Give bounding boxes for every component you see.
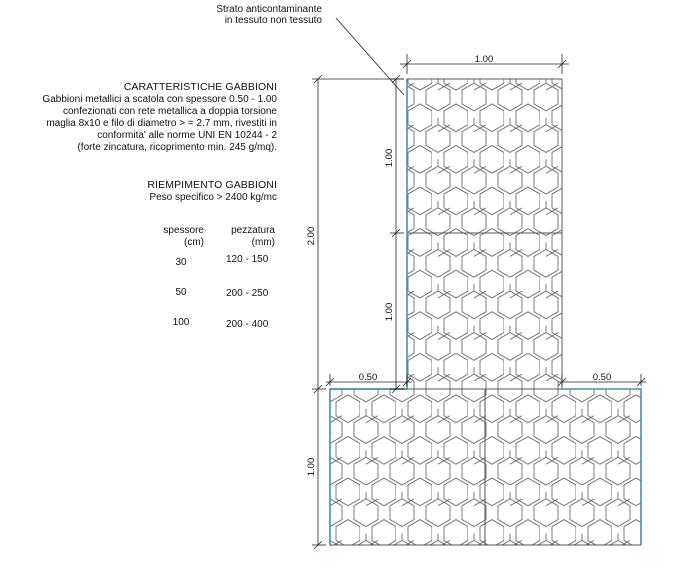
table-row-2-spessore: 50 xyxy=(175,287,187,298)
dim-base-height-label: 1.00 xyxy=(306,457,317,477)
table-header-pezzatura-unit: (mm) xyxy=(251,237,275,248)
dim-top-width-label: 1.00 xyxy=(474,54,494,65)
table-header-spessore-unit: (cm) xyxy=(184,237,204,248)
dim-total-height xyxy=(312,75,404,393)
table-row-1-pezzatura: 120 - 150 xyxy=(226,254,269,265)
characteristics-line-2: confezionati con rete metallica a doppia torsione xyxy=(62,106,277,117)
dim-right-step-label: 0.50 xyxy=(592,372,612,383)
geotextile-label-line1: Strato anticontaminante xyxy=(216,4,322,15)
table-header-spessore: spessore xyxy=(163,225,204,236)
upper-gabion-middle xyxy=(407,233,562,389)
dim-total-height-label: 2.00 xyxy=(306,226,317,246)
base-gabion-right xyxy=(485,389,641,545)
geotextile-label-line2: in tessuto non tessuto xyxy=(224,15,322,26)
geotextile-leader-line xyxy=(336,18,404,95)
filling-title: RIEMPIMENTO GABBIONI xyxy=(147,179,277,191)
table-row-3-spessore: 100 xyxy=(172,317,190,328)
table-header-pezzatura: pezzatura xyxy=(231,225,275,236)
table-row-1-spessore: 30 xyxy=(175,257,187,268)
dim-column-heights xyxy=(390,75,404,393)
upper-gabion-top xyxy=(407,79,562,233)
base-gabion-left xyxy=(330,389,485,545)
dim-left-step-label: 0.50 xyxy=(358,372,378,383)
table-row-2-pezzatura: 200 - 250 xyxy=(226,288,269,299)
characteristics-line-1: Gabbioni metallici a scatola con spessore 0.50 - 1.00 xyxy=(42,94,277,105)
characteristics-line-3: maglia 8x10 e filo di diametro > = 2.7 mm, rivestiti in xyxy=(46,118,277,129)
dim-upper-height-label: 1.00 xyxy=(384,148,395,168)
characteristics-line-5: (forte zincatura, ricoprimento min. 245 g/mq). xyxy=(77,142,277,153)
dim-middle-height-label: 1.00 xyxy=(384,302,395,322)
characteristics-line-4: conformita' alle norme UNI EN 10244 - 2 xyxy=(97,130,277,141)
filling-subtitle: Peso specifico > 2400 kg/mc xyxy=(149,192,277,203)
table-row-3-pezzatura: 200 - 400 xyxy=(226,319,269,330)
characteristics-title: CARATTERISTICHE GABBIONI xyxy=(123,81,277,93)
